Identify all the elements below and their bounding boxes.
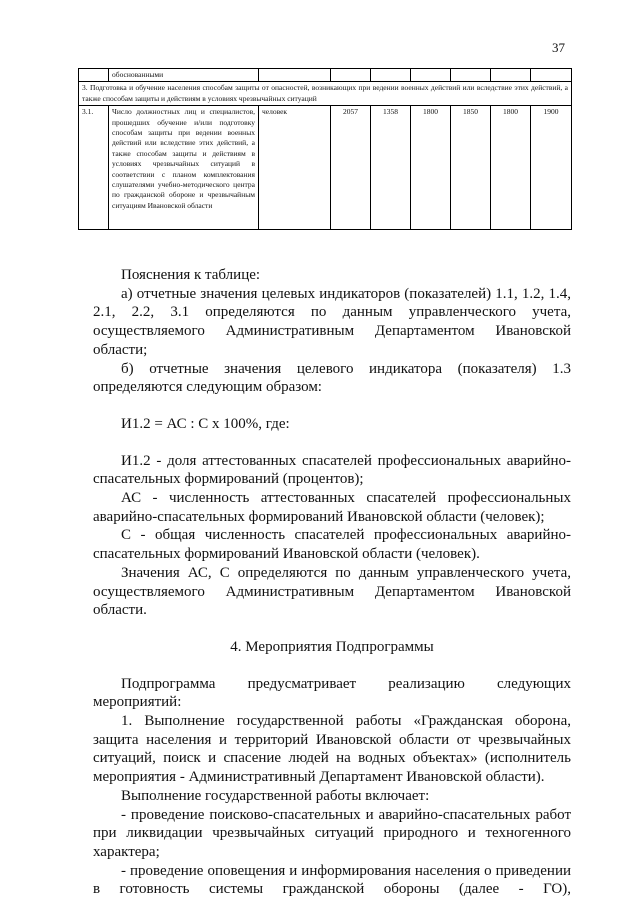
paragraph-values-source: Значения АС, С определяются по данным управленческого учета, осуществляемого Административным Департаментом Ивановской области. xyxy=(93,564,571,619)
table-cell-unit: человек xyxy=(259,106,331,230)
definition-ac: АС - численность аттестованных спасателей профессиональных аварийно-спасательных формирований Ивановской области (человек); xyxy=(93,490,571,525)
table-cell-name: Число должностных лиц и специалистов, прошедших обучение и/или подготовку способам защиты при ведении военных действий или вследствие этих действий, а также способам защиты и действиям в условиях чрезвычайных ситуаций в соответствии с планом комплектования слушателями учебно-методического центра по гражданской обороне и чрезвычайным ситуациям Ивановской области xyxy=(109,106,259,230)
table-cell-value: 1358 xyxy=(371,106,411,230)
section-heading: 4. Мероприятия Подпрограммы xyxy=(230,638,434,655)
table-section-title: 3. Подготовка и обучение населения способам защиты от опасностей, возникающих при ведении военных действий или вследствие этих действий, а также способам защиты и действиям в условиях чрезвычайных ситуаций xyxy=(79,82,572,106)
table-row xyxy=(79,69,572,82)
explanations-title: Пояснения к таблице: xyxy=(121,267,261,283)
paragraph-item-b: б) отчетные значения целевого индикатора (показателя) 1.3 определяются следующим образом: xyxy=(93,360,571,396)
paragraph-item-a: а) отчетные значения целевых индикаторов (показателей) 1.1, 1.2, 1.4, 2.1, 2.2, 3.1 определяются по данным управленческого учета, осуществляемого Административным Департаментом Ивановской области; xyxy=(93,285,571,358)
table-cell-value: 2057 xyxy=(331,106,371,230)
paragraph-bullet-2: - проведение оповещения и информирования населения о приведении в готовность системы гражданской обороны (далее - ГО), xyxy=(93,862,571,898)
table-cell-num: 3.1. xyxy=(79,106,109,230)
formula: И1.2 = АС : С х 100%, где: xyxy=(121,415,290,432)
table-cell-name: обоснованными xyxy=(109,69,259,82)
definition-i12: И1.2 - доля аттестованных спасателей профессиональных аварийно-спасательных формирований (процентов); xyxy=(93,452,571,488)
table-cell-value: 1900 xyxy=(531,106,572,230)
paragraph-measure-1: 1. Выполнение государственной работы «Гражданская оборона, защита населения и территорий Ивановской области от чрезвычайных ситуаций, поиск и спасение людей на водных объектах» (исполнитель мероприятия - Административный Департамент Ивановской области). xyxy=(93,713,571,786)
paragraph-bullet-1: - проведение поисково-спасательных и аварийно-спасательных работ при ликвидации чрезвычайных ситуаций природного и техногенного характера; xyxy=(93,806,571,860)
indicators-table xyxy=(78,68,572,230)
table-row xyxy=(79,106,572,230)
table-cell-value: 1850 xyxy=(451,106,491,230)
table-cell-value: 1800 xyxy=(411,106,451,230)
body-text xyxy=(93,266,571,899)
page-number: 37 xyxy=(552,40,565,55)
table-section-row xyxy=(79,82,572,106)
paragraph-includes: Выполнение государственной работы включает: xyxy=(121,787,430,804)
table-cell-value: 1800 xyxy=(491,106,531,230)
definition-c: С - общая численность спасателей профессиональных аварийно-спасательных формирований Ивановской области (человек). xyxy=(93,527,571,563)
paragraph-intro: Подпрограмма предусматривает реализацию следующих мероприятий: xyxy=(93,675,571,711)
